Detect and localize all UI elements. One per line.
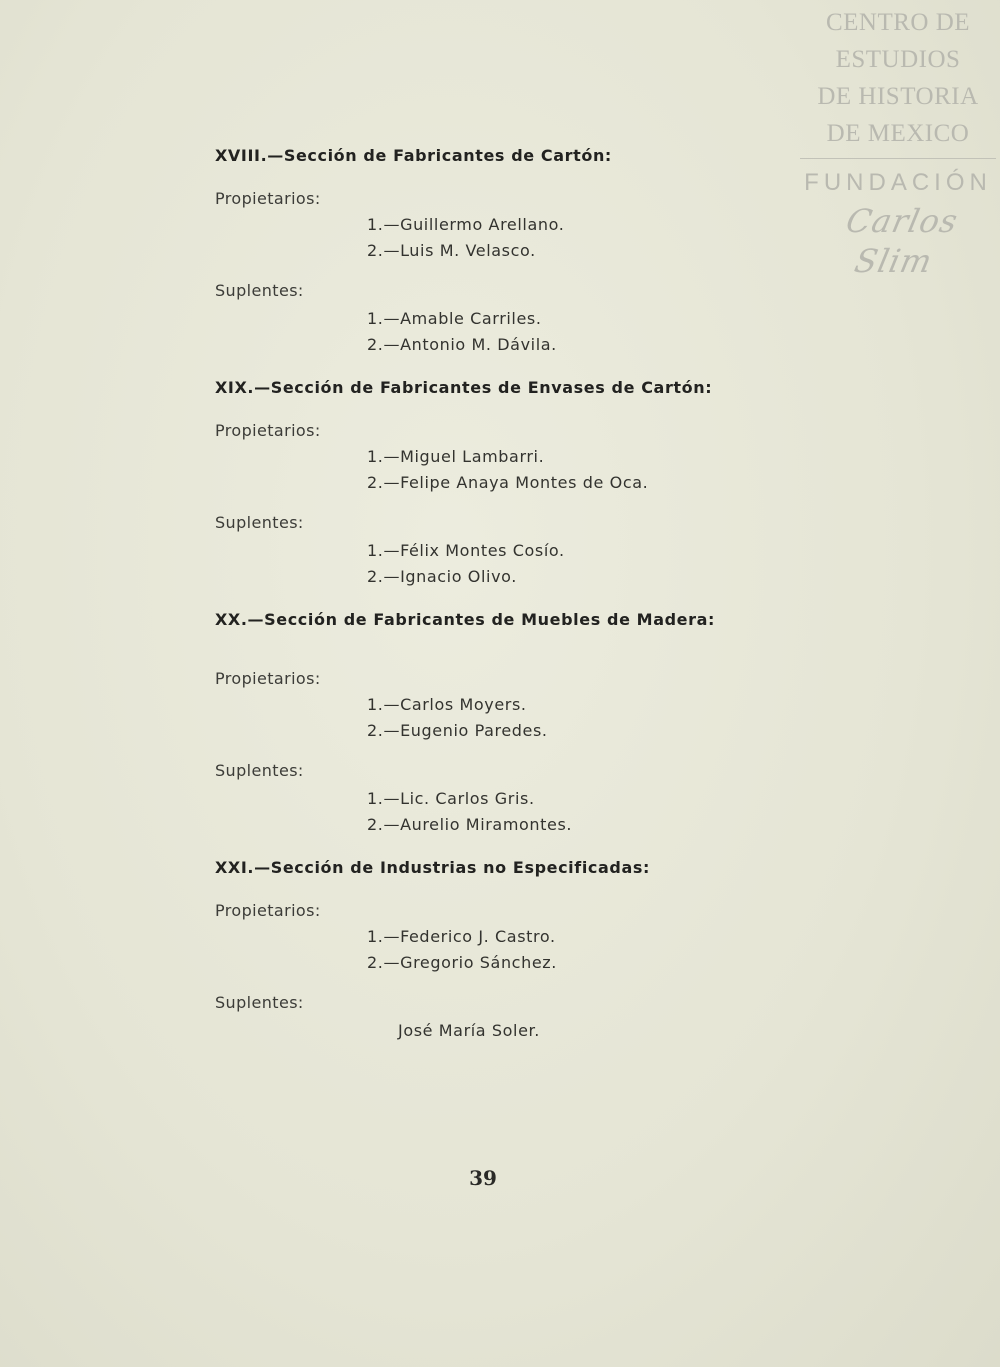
propietario-1: 1.—Carlos Moyers. (367, 695, 527, 714)
section-xxi (215, 850, 815, 1044)
propietario-2: 2.—Luis M. Velasco. (367, 241, 536, 260)
propietario-2: 2.—Felipe Anaya Montes de Oca. (367, 473, 649, 492)
page-number: 39 (469, 1166, 497, 1190)
watermark-line-4: DE MEXICO (826, 120, 970, 147)
suplentes-label: Suplentes: (215, 993, 304, 1012)
archive-watermark (800, 4, 996, 281)
suplentes-label: Suplentes: (215, 761, 304, 780)
propietarios-label: Propietarios: (215, 421, 321, 440)
watermark-line-2: ESTUDIOS (835, 46, 961, 73)
suplente-2: 2.—Ignacio Olivo. (367, 567, 517, 586)
watermark-line-1: CENTRO DE (825, 9, 971, 36)
section-heading: XVIII.—Sección de Fabricantes de Cartón: (215, 146, 612, 165)
watermark-signature: Carlos Slim (842, 202, 962, 280)
suplente-2: 2.—Antonio M. Dávila. (367, 335, 557, 354)
propietario-1: 1.—Miguel Lambarri. (367, 447, 545, 466)
propietario-2: 2.—Eugenio Paredes. (367, 721, 548, 740)
section-heading: XX.—Sección de Fabricantes de Muebles de Madera: (215, 610, 715, 629)
suplente-1: José María Soler. (398, 1021, 540, 1040)
propietarios-label: Propietarios: (215, 901, 321, 920)
propietario-2: 2.—Gregorio Sánchez. (367, 953, 557, 972)
propietario-1: 1.—Guillermo Arellano. (367, 215, 565, 234)
section-xviii (215, 138, 815, 358)
propietarios-label: Propietarios: (215, 669, 321, 688)
section-heading: XIX.—Sección de Fabricantes de Envases de Cartón: (215, 378, 713, 397)
propietario-1: 1.—Federico J. Castro. (367, 927, 556, 946)
document-body (215, 138, 815, 1044)
suplente-2: 2.—Aurelio Miramontes. (367, 815, 573, 834)
suplentes-label: Suplentes: (215, 513, 304, 532)
watermark-line-3: DE HISTORIA (817, 83, 979, 110)
section-xix (215, 370, 815, 590)
suplente-1: 1.—Amable Carriles. (367, 309, 542, 328)
suplente-1: 1.—Félix Montes Cosío. (367, 541, 565, 560)
suplente-1: 1.—Lic. Carlos Gris. (367, 789, 535, 808)
watermark-divider (800, 158, 996, 159)
suplentes-label: Suplentes: (215, 281, 304, 300)
section-heading: XXI.—Sección de Industrias no Especificadas: (215, 858, 650, 877)
propietarios-label: Propietarios: (215, 189, 321, 208)
section-xx (215, 602, 815, 838)
watermark-foundation: FUNDACIÓN (804, 169, 992, 196)
